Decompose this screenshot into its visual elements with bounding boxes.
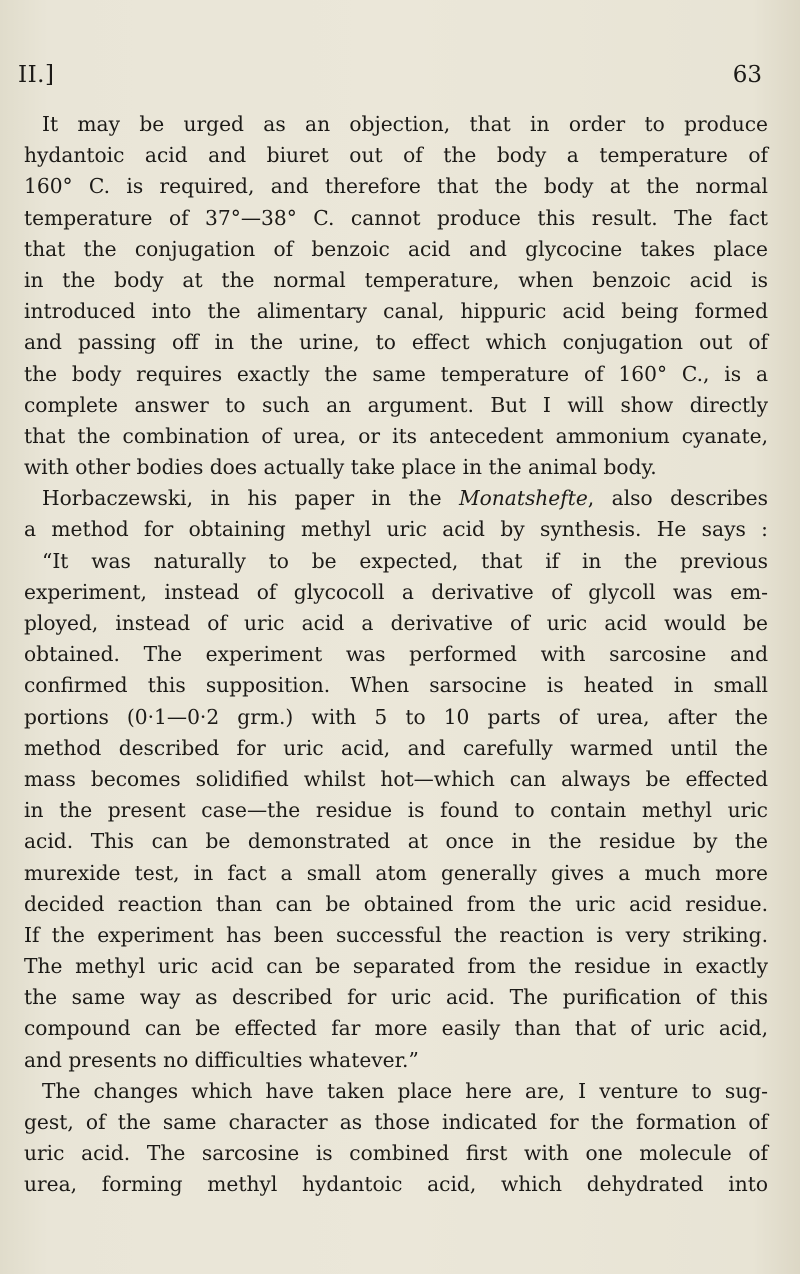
text-line: portions (0·1—0·2 grm.) with 5 to 10 parts of urea, after the [24,704,768,729]
section-marker: II.] [18,62,55,88]
text-line: in the present case—the residue is found to contain methyl uric [24,798,768,823]
text-line: complete answer to such an argument. But I will show directly [24,392,768,417]
text-line: “It was naturally to be expected, that if in the previous [42,548,768,573]
text-line: The changes which have taken place here are, I venture to sug- [42,1078,768,1103]
text-line: the body requires exactly the same temperature of 160° C., is a [24,361,768,386]
body-text [24,109,768,1201]
text-line: The methyl uric acid can be separated from the residue in exactly [24,954,768,979]
text-line: It may be urged as an objection, that in order to produce [42,112,768,136]
text-line: in the body at the normal temperature, when benzoic acid is [24,267,768,292]
text-line: hydantoic acid and biuret out of the body a temperature of [24,143,768,168]
text-line: introduced into the alimentary canal, hippuric acid being formed [24,299,768,324]
text-line: experiment, instead of glycocoll a derivative of glycoll was em- [24,579,768,604]
text-line: decided reaction than can be obtained from the uric acid residue. [24,891,768,916]
text-line: 160° C. is required, and therefore that the body at the normal [24,174,768,199]
text-line: obtained. The experiment was performed with sarcosine and [24,642,768,667]
text-line: confirmed this supposition. When sarsocine is heated in small [24,673,768,698]
text-run: , also describes [587,486,768,511]
text-line: urea, forming methyl hydantoic acid, which dehydrated into [24,1172,768,1197]
text-line: mass becomes solidified whilst hot—which can always be effected [24,766,768,791]
text-line: ployed, instead of uric acid a derivative of uric acid would be [24,611,768,635]
text-line: acid. This can be demonstrated at once in the residue by the [24,829,768,854]
text-line: temperature of 37°—38° C. cannot produce this result. The fact [24,205,768,230]
text-line: compound can be effected far more easily than that of uric acid, [24,1016,768,1041]
text-run: Horbaczewski, in his paper in the [42,486,459,511]
text-line: a method for obtaining methyl uric acid by synthesis. He says : [24,517,768,542]
text-line [24,483,768,514]
text-line: and presents no difficulties whatever.” [24,1047,419,1072]
journal-title: Monatshefte [458,486,588,511]
text-line: gest, of the same character as those indicated for the formation of [24,1110,768,1134]
text-line: that the conjugation of benzoic acid and glycocine takes place [24,236,768,261]
text-line: the same way as described for uric acid. The purification of this [24,985,768,1010]
text-line: murexide test, in fact a small atom generally gives a much more [24,860,768,885]
text-line: uric acid. The sarcosine is combined first with one molecule of [24,1141,768,1166]
text-line: If the experiment has been successful the reaction is very striking. [24,922,768,947]
text-line: method described for uric acid, and carefully warmed until the [24,735,768,760]
page-number: 63 [732,62,762,88]
text-line: with other bodies does actually take place in the animal body. [24,455,657,480]
text-line: that the combination of urea, or its antecedent ammonium cyanate, [24,423,768,448]
text-line: and passing off in the urine, to effect which conjugation out of [24,330,768,355]
running-head [18,62,770,96]
